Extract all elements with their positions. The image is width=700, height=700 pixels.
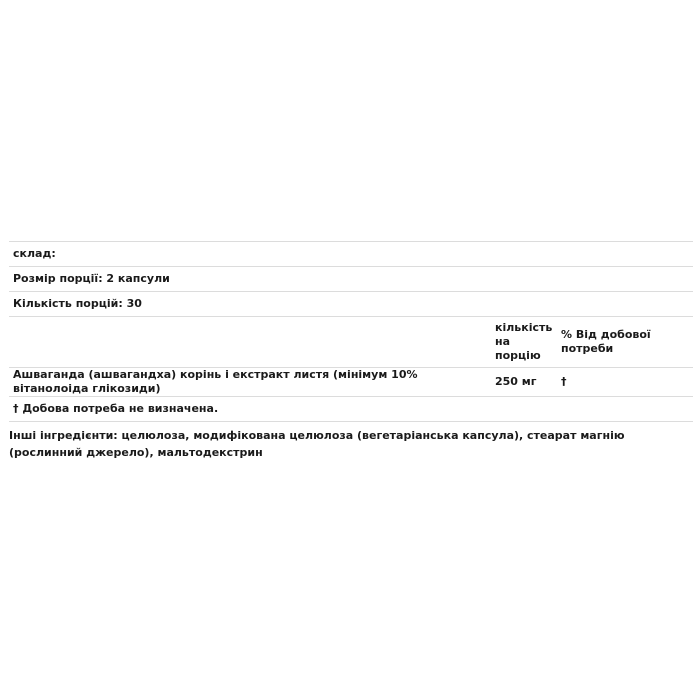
ingredient-row	[9, 368, 693, 397]
other-ingredients: Інші інгредієнти: целюлоза, модифікована целюлоза (вегетаріанська капсула), стеарат магнію (рослинний джерело), мальтодекстрин	[9, 429, 625, 459]
ingredient-name: Ашваганда (ашвагандха) корінь і екстракт листя (мінімум 10% вітанолоіда глікозиди)	[9, 368, 491, 397]
column-header-row	[9, 317, 693, 368]
servings-count-row	[9, 292, 693, 317]
serving-size: Розмір порції: 2 капсули	[9, 267, 693, 292]
header-amount-cell	[491, 317, 557, 368]
composition-row	[9, 242, 693, 267]
footnote: † Добова потреба не визначена.	[9, 397, 693, 422]
footnote-row	[9, 397, 693, 422]
composition-label: склад:	[9, 242, 693, 267]
servings-count: Кількість порцій: 30	[9, 292, 693, 317]
serving-size-row	[9, 267, 693, 292]
header-amount-line2: на порцію	[495, 335, 541, 362]
ingredient-daily-value: †	[557, 368, 693, 397]
supplement-facts-table	[9, 241, 693, 422]
header-amount-line1: кількість	[495, 321, 553, 334]
header-ingredient-cell	[9, 317, 491, 368]
ingredient-amount: 250 мг	[491, 368, 557, 397]
header-daily-value: % Від добової потреби	[557, 317, 693, 368]
